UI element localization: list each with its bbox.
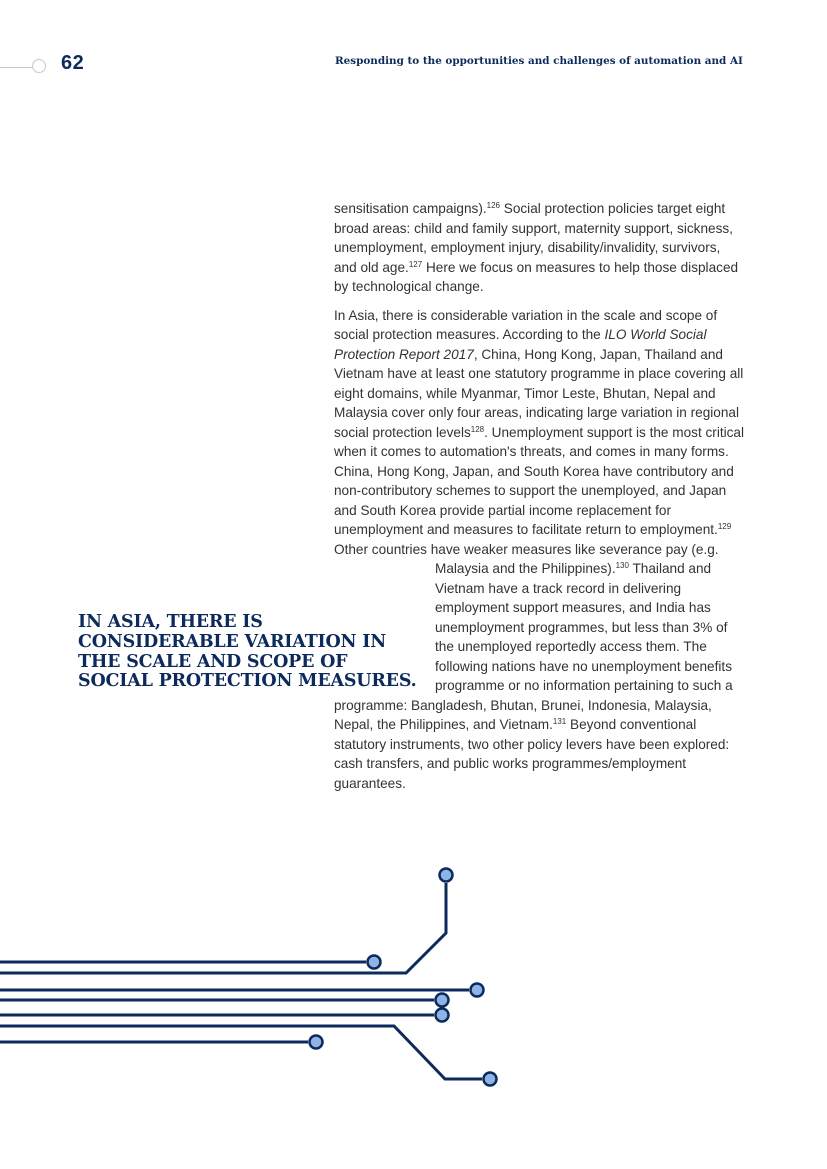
text-run: Other countries have weaker measures like severance pay (e.g. Malaysia and the Philippines). [334,541,719,576]
text-run: Thailand and Vietnam have a track record in delivering employment support measures, and India has unemployment programmes, but less than 3% of the unemployed reportedly access them. The following nations have no unemployment benefits programme or no information pertaining to such a programme: Bangladesh, Bhutan, Brunei, Indonesia, Malaysia, Nepal, the Philippines, and Vietnam. [334,561,733,732]
text-run: Beyond conventional statutory instruments, two other policy levers have been explored: cash transfers, and public works programmes/employment guarantees. [334,717,730,791]
page-number-circle-icon [32,59,46,73]
pullquote: IN ASIA, THERE IS CONSIDERABLE VARIATION IN THE SCALE AND SCOPE OF SOCIAL PROTECTION MEASURES. [78,612,417,692]
running-header: Responding to the opportunities and challenges of automation and AI [335,55,743,67]
text-run: . Unemployment support is the most critical when it comes to automation's threats, and comes in many forms. China, Hong Kong, Japan, and South Korea have contributory and non-contributory schemes to support the unemployed, and Japan and South Korea provide partial income replacement for unemployment and measures to facilitate return to employment. [334,424,745,537]
circuit-node-icon [436,994,449,1007]
text-run: , China, Hong Kong, Japan, Thailand and Vietnam have at least one statutory programme in place covering all eight domains, while Myanmar, Timor Leste, Bhutan, Nepal and Malaysia cover only four areas, indicating large variation in regional social protection levels [334,346,744,440]
report-title: ILO World Social Protection Report 2017 [334,327,707,362]
circuit-node-icon [440,869,453,882]
footnote-ref: 130 [615,561,629,570]
circuit-lines-decoration [0,860,827,1100]
paragraph-2 [334,306,744,794]
page-number: 62 [61,52,85,74]
paragraph-1 [334,199,744,297]
text-run: In Asia, there is considerable variation in the scale and scope of social protection measures. According to the [334,307,718,342]
footnote-ref: 128 [470,424,485,434]
text-run: Social protection policies target eight broad areas: child and family support, maternity support, sickness, unemployment, employment injury, disability/invalidity, survivors, and old age. [334,201,733,275]
footnote-ref: 126 [486,201,500,210]
text-run: sensitisation campaigns). [334,201,487,216]
body-text-column [334,199,744,802]
circuit-node-icon [368,956,381,969]
circuit-node-icon [471,984,484,997]
circuit-line [0,1026,482,1079]
text-run: Here we focus on measures to help those displaced by technological change. [334,259,739,294]
footnote-ref: 127 [408,259,423,269]
circuit-node-icon [310,1036,323,1049]
footnote-ref: 131 [552,717,567,726]
page-number-rule [0,67,33,68]
circuit-node-icon [484,1073,497,1086]
footnote-ref: 129 [717,522,732,531]
circuit-node-icon [436,1009,449,1022]
